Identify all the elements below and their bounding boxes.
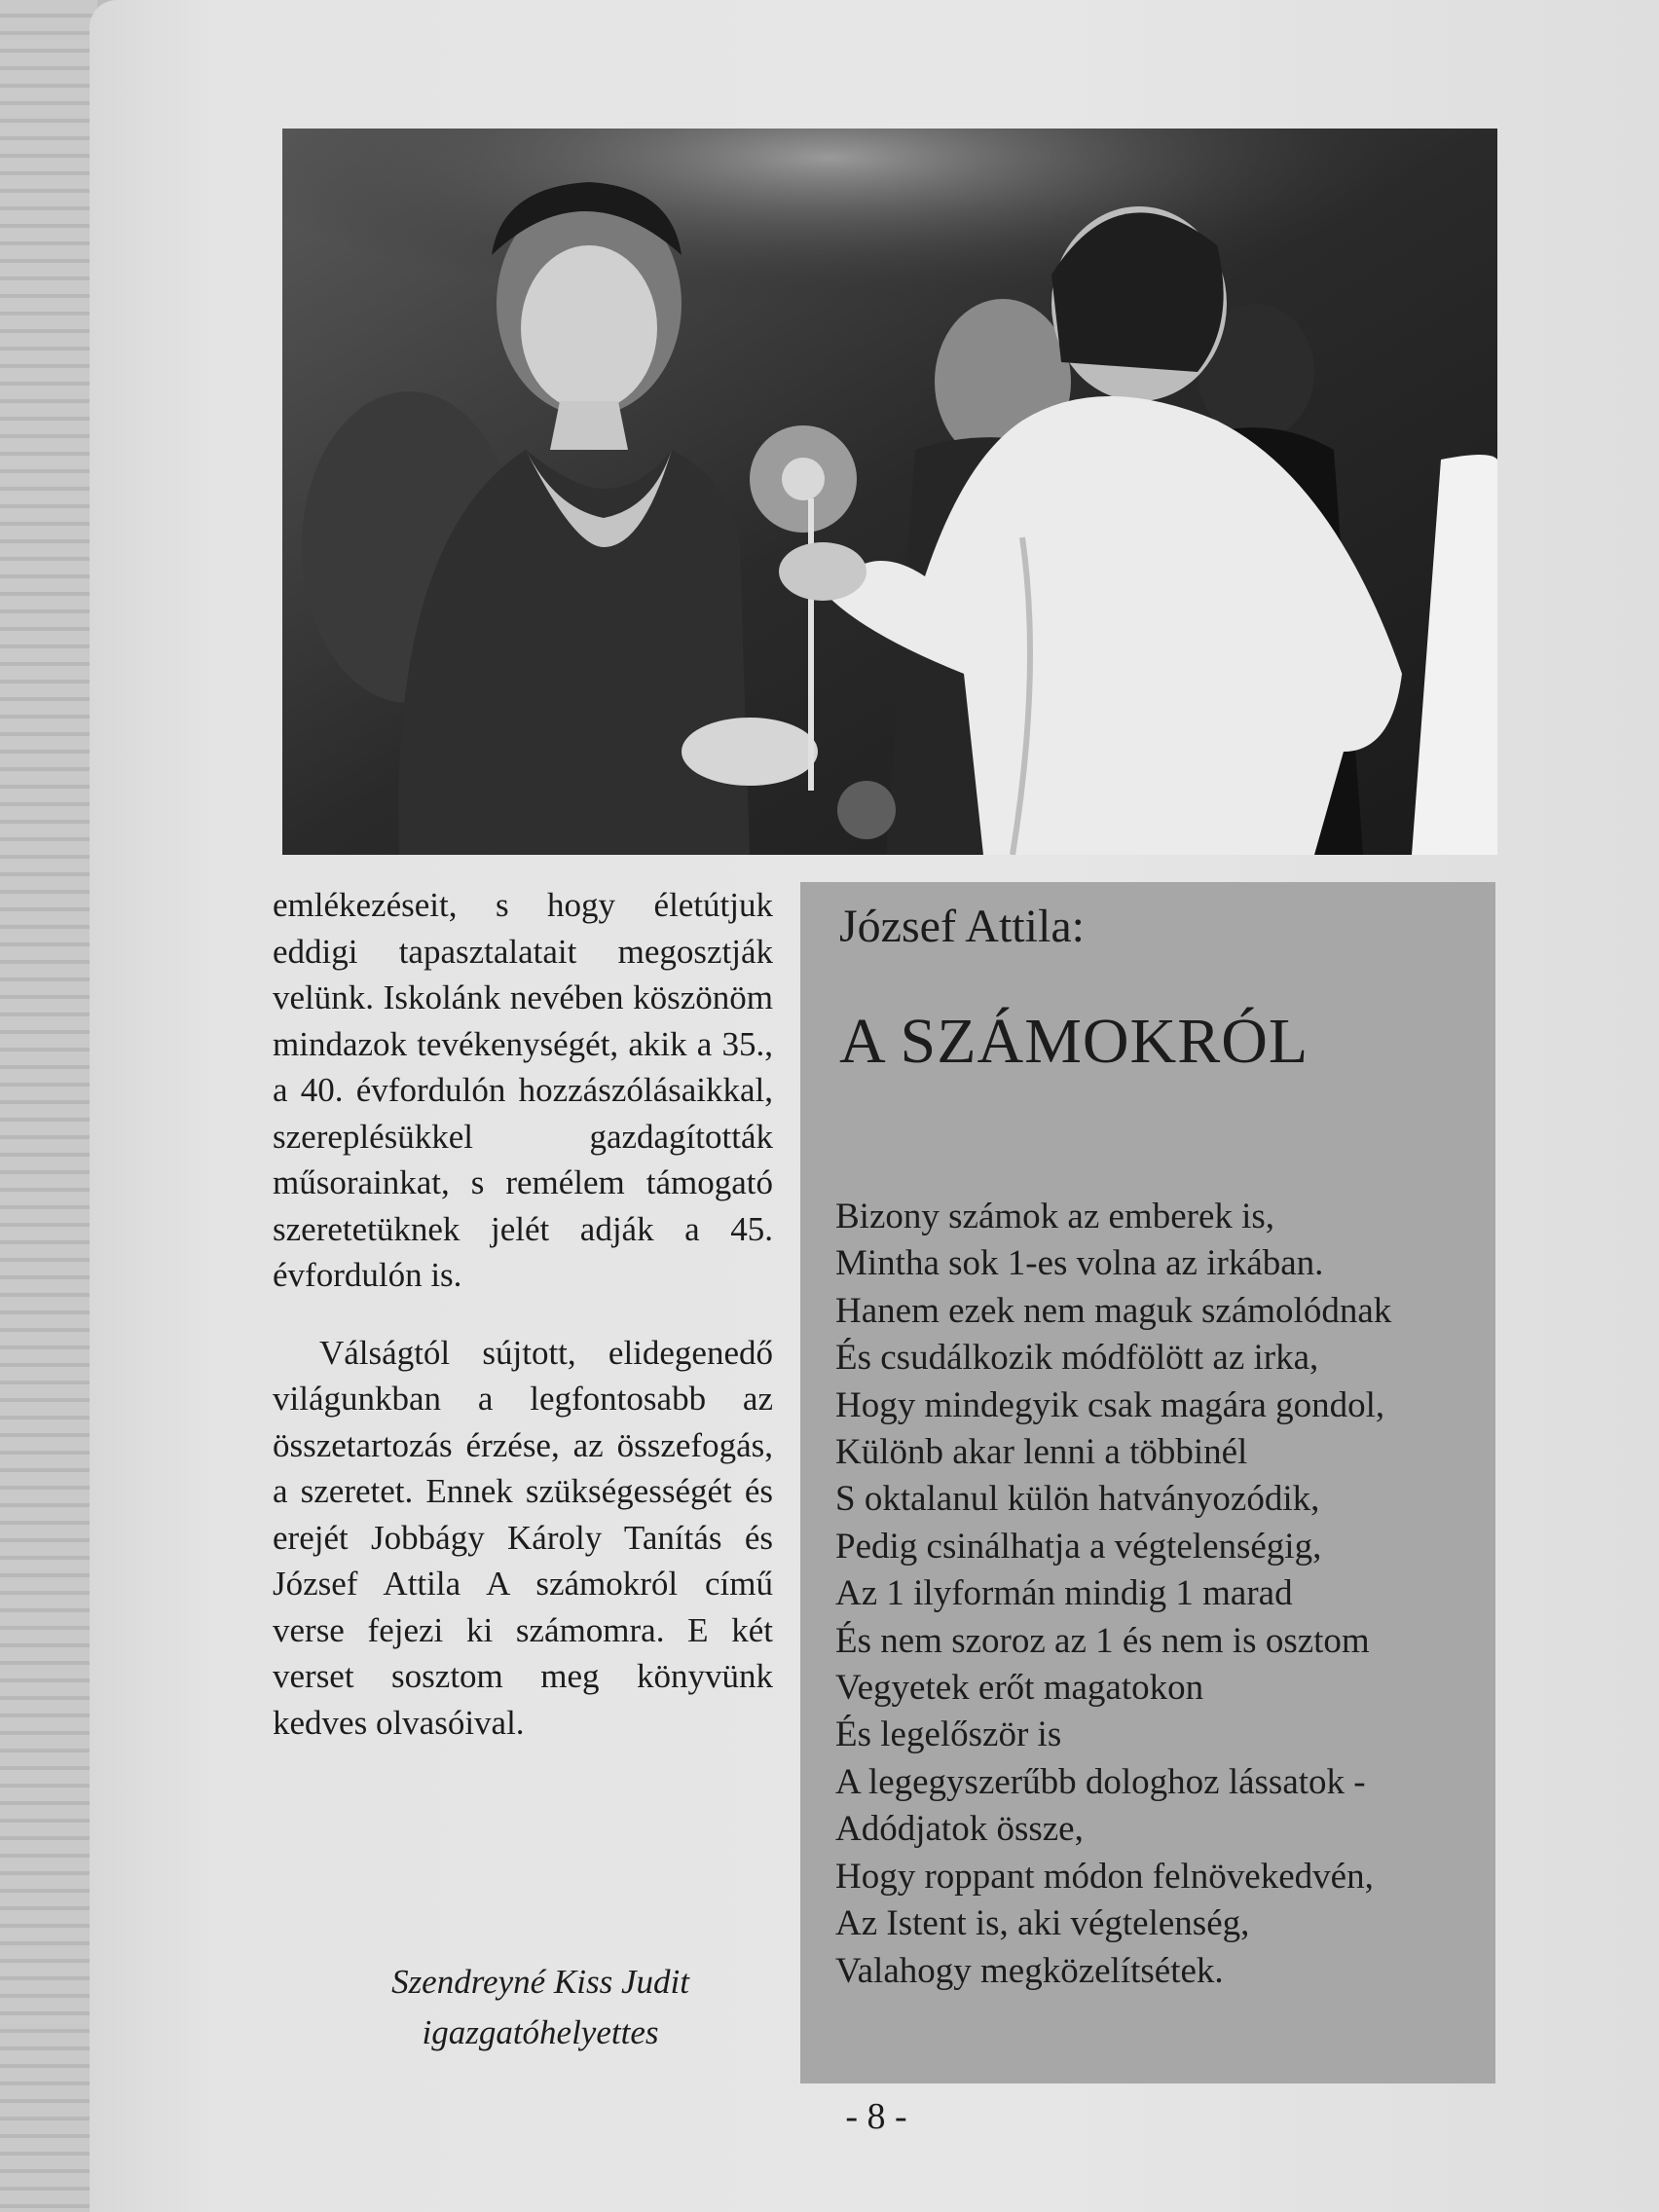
article-paragraph: Válságtól sújtott, elidegenedő világunkban a legfontosabb az összetartozás érzése, az összefogás, a szeretet. Ennek szükségességét és erejét Jobbágy Károly Tanítás és József Attila A számokról című verse fejezi ki számomra. E két verset sosztom meg könyvünk kedves olvasóival. [273,1333,773,1742]
poem-line: Hogy mindegyik csak magára gondol, [835,1384,1385,1425]
article-paragraph: emlékezéseit, s hogy életútjuk eddigi tapasztalatait megosztják velünk. Iskolánk nevében köszönöm mindazok tevékenységét, akik a 35., a 40. évfordulón hozzászólásaikkal, szereplésükkel gazdagították műsorainkat, s remélem támogató szeretetüknek jelét adják a 45. évfordulón is. [273,886,773,1294]
poem-line: Pedig csinálhatja a végtelenségig, [835,1526,1322,1567]
poem-line: Adódjatok össze, [835,1809,1084,1850]
poem-line: Hogy roppant módon felnövekedvén, [835,1856,1374,1897]
event-photo [282,129,1497,855]
poem-line: És legelőször is [835,1714,1062,1755]
page-number: - 8 - [845,2096,907,2137]
poem-title: A SZÁMOKRÓL [839,1006,1309,1077]
poem-line: Bizony számok az emberek is, [835,1197,1275,1236]
poem-author: József Attila: [839,901,1085,952]
signature-role: igazgatóhelyettes [422,2013,659,2051]
poem-line: Különb akar lenni a többinél [835,1432,1248,1473]
poem-lines [835,1194,1488,1995]
poem-line: Hanem ezek nem maguk számolódnak [835,1290,1392,1331]
photo-illustration [282,129,1497,855]
poem-line: Mintha sok 1-es volna az irkában. [835,1243,1324,1284]
poem-line: Az 1 ilyformán mindig 1 marad [835,1573,1293,1614]
signature [273,1957,808,2058]
poem-line: S oktalanul külön hatványozódik, [835,1479,1320,1520]
poem-line: A legegyszerűbb dologhoz lássatok - [835,1761,1366,1802]
poem-line: Vegyetek erőt magatokon [835,1668,1204,1709]
poem-line: Az Istent is, aki végtelenség, [835,1903,1250,1944]
signature-name: Szendreyné Kiss Judit [391,1963,689,2001]
poem-box [800,882,1495,2083]
poem-line: És nem szoroz az 1 és nem is osztom [835,1620,1370,1661]
article-column [273,882,773,1746]
poem-line: Valahogy megközelítsétek. [835,1950,1224,1991]
background-strip [0,0,97,2212]
poem-line: És csudálkozik módfölött az irka, [835,1338,1319,1379]
